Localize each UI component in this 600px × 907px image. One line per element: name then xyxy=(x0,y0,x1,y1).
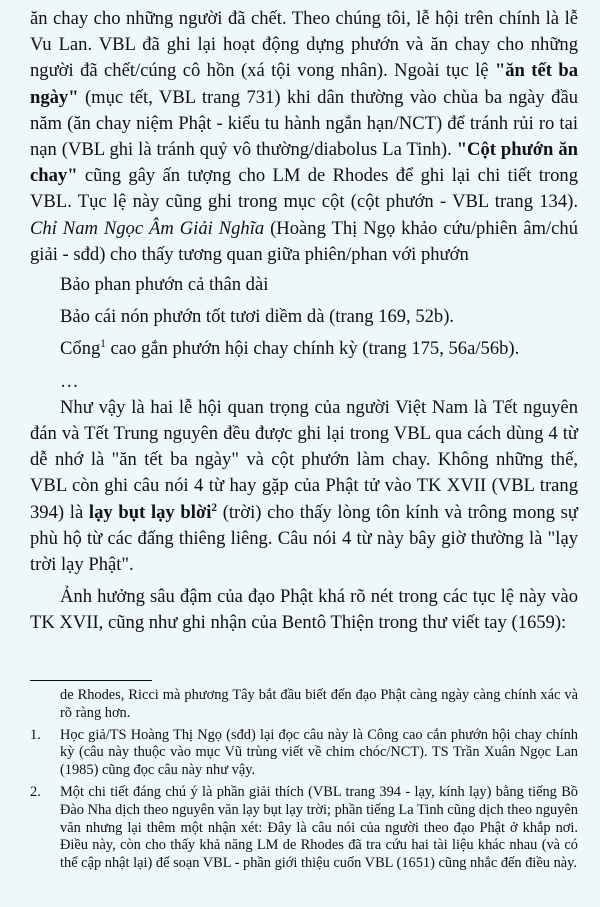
footnote-text: Một chi tiết đáng chú ý là phần giải thích (VBL trang 394 - lạy, kính lạy) bằng tiếng Bồ Đào Nha dịch theo nguyên văn lạy bụt lạy trời; phần tiếng La Tinh cũng dịch theo nguyên văn nhưng lại thêm một nhận xét: Đây là câu nói của người theo đạo Phật ở khắp nơi. Điều này, còn cho thấy khả năng LM de Rhodes đã tra cứu hai tài liệu khác nhau (và có thể cập nhật lại) để soạn VBL - phần giới thiệu cuốn VBL (1651) cũng nhắc đến điều này. xyxy=(60,783,578,872)
footnote-continuation: de Rhodes, Ricci mà phương Tây bắt đầu biết đến đạo Phật càng ngày càng chính xác và rõ ràng hơn. xyxy=(60,687,578,721)
footnote-ref-1: 1 xyxy=(100,338,106,351)
ellipsis: … xyxy=(60,370,79,392)
p2-bold-lay-but xyxy=(89,502,217,523)
p1-text-b: (mục tết, VBL trang 731) khi dân thường vào chùa ba ngày đầu năm (ăn chay niệm Phật - kiểu tu hành ngắn hạn/NCT) để tránh rủi ro tai nạn (VBL ghi là tránh quỷ vô thường/diabolus La Tinh). xyxy=(30,86,578,161)
verse-line-2: Bảo cái nón phướn tốt tươi diềm dà (trang 169, 52b). xyxy=(60,306,455,328)
paragraph-1 xyxy=(30,6,578,268)
verse-quote xyxy=(30,272,578,363)
footnote-number: 1. xyxy=(30,726,41,743)
footnote-1 xyxy=(30,727,578,780)
verse-line-3-rest: cao gắn phướn hội chay chính kỳ (trang 175, 56a/56b). xyxy=(105,338,520,360)
verse-line-3-word: Cổng xyxy=(60,338,101,360)
footnote-2 xyxy=(30,784,578,873)
footnote-number: 2. xyxy=(30,783,41,800)
p2-bold-text: lạy bụt lạy blời xyxy=(88,501,212,523)
p1-italic-book-title: Chỉ Nam Ngọc Âm Giải Nghĩa xyxy=(30,217,265,239)
p1-text-c: cũng gây ấn tượng cho LM de Rhodes để ghi lại chi tiết trong VBL. Tục lệ này cũng ghi trong mục cột (cột phướn - VBL trang 134). xyxy=(30,165,578,213)
p1-text-a: ăn chay cho những người đã chết. Theo chúng tôi, lễ hội trên chính là lễ Vu Lan. VBL đã ghi lại hoạt động dựng phướn và ăn chay cho những người đã chết/cúng cô hồn (xá tội vong nhân). Ngoài tục lệ xyxy=(30,8,578,82)
verse-line-1: Bảo phan phướn cả thân dài xyxy=(60,274,269,296)
footnote-text: Học giả/TS Hoàng Thị Ngọ (sđd) lại đọc câu này là Công cao cắn phướn hội chay chính kỳ (câu này thuộc vào mục Vũ trùng viết về chim chóc/NCT). TS Trần Xuân Ngọc Lan (1985) cũng đọc câu này như vậy. xyxy=(60,726,578,779)
main-text xyxy=(30,6,578,637)
footnote-ref-2: 2 xyxy=(211,501,217,514)
paragraph-3: Ảnh hưởng sâu đậm của đạo Phật khá rõ nét trong các tục lệ này vào TK XVII, cũng như ghi nhận của Bentô Thiện trong thư viết tay (1659): xyxy=(30,586,578,634)
paragraph-2 xyxy=(30,395,578,578)
p2-text-a: Như vậy là hai lễ hội quan trọng của người Việt Nam là Tết nguyên đán và Tết Trung nguyên đều được ghi lại trong VBL qua cách dùng 4 từ dễ nhớ là "ăn tết ba ngày" và cột phướn làm chay. Không những thế, VBL còn ghi câu nói 4 từ hay gặp của Phật tử vào TK XVII (VBL trang 394) là xyxy=(30,396,578,523)
p1-text-d: (Hoàng Thị Ngọ khảo cứu/phiên âm/chú giải - sđd) cho thấy tương quan giữa phiên/phan với phướn xyxy=(30,217,578,265)
p1-bold-cot-phuon: "Cột phướn ăn chay" xyxy=(30,139,578,187)
verse-line-3 xyxy=(60,336,578,362)
footnotes xyxy=(30,687,578,877)
p2-text-b: (trời) cho thấy lòng tôn kính và trông mong sự phù hộ từ các đấng thiêng liêng. Câu nói 4 từ này bây giờ thường là "lạy trời lạy Phật". xyxy=(30,501,578,576)
p1-bold-an-tet: "ăn tết ba ngày" xyxy=(30,60,578,108)
footnote-divider xyxy=(30,680,152,681)
